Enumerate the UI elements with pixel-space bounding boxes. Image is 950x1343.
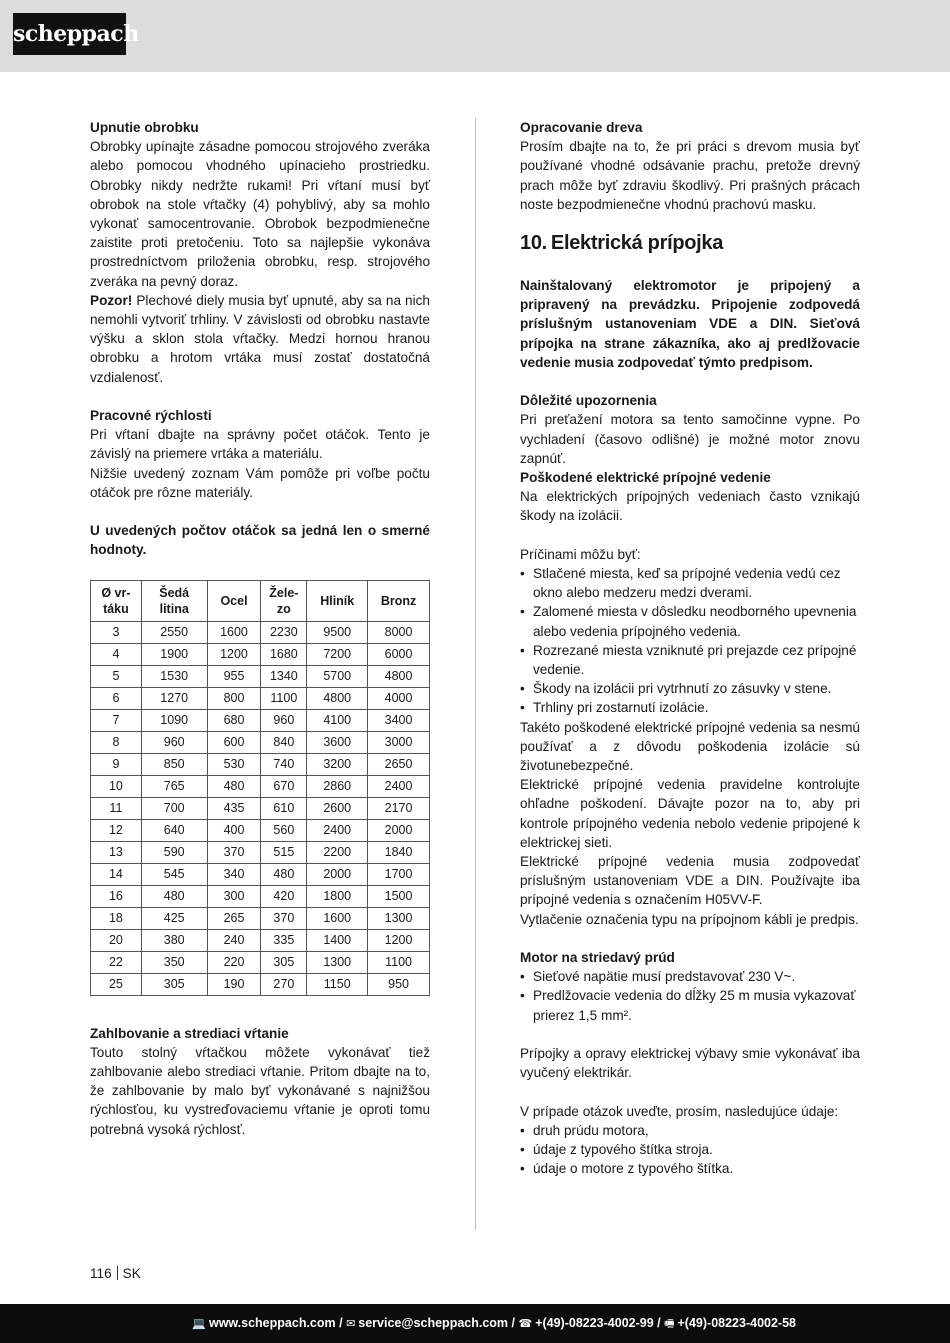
- table-cell: 305: [141, 973, 207, 995]
- table-cell: 2230: [261, 621, 307, 643]
- table-cell: 3600: [307, 731, 368, 753]
- page-language: SK: [122, 1266, 141, 1281]
- table-cell: 960: [261, 709, 307, 731]
- table-cell: 1300: [368, 907, 430, 929]
- list-item: • druh prúdu motora,: [520, 1121, 860, 1140]
- footer-web-link[interactable]: www.scheppach.com /: [208, 1316, 343, 1330]
- table-cell: 1700: [368, 863, 430, 885]
- table-cell: 300: [207, 885, 261, 907]
- electrical-intro: Nainštalovaný elektromotor je pripojený a pripravený na prevádzku. Pripojenie zodpovedá príslušným ustanoveniam VDE a DIN. Sieťová prípojka na strane zákazníka, ako aj predlžovacie vedenie musia zodpovedať týmto predpisom.: [520, 278, 860, 370]
- table-cell: 670: [261, 775, 307, 797]
- table-cell: 335: [261, 929, 307, 951]
- table-cell: 12: [91, 819, 142, 841]
- table-cell: 840: [261, 731, 307, 753]
- table-cell: 9: [91, 753, 142, 775]
- heading-countersinking: Zahlbovanie a strediaci vŕtanie: [90, 1025, 289, 1041]
- table-cell: 420: [261, 885, 307, 907]
- table-cell: 305: [261, 951, 307, 973]
- table-cell: 11: [91, 797, 142, 819]
- heading-workpiece-clamping: Upnutie obrobku: [90, 120, 199, 135]
- table-cell: 2200: [307, 841, 368, 863]
- table-cell: 2650: [368, 753, 430, 775]
- table-cell: 1530: [141, 665, 207, 687]
- table-header-cell: Bronz: [368, 580, 430, 621]
- table-cell: 2600: [307, 797, 368, 819]
- footer-fax: +(49)-08223-4002-58: [677, 1316, 796, 1330]
- list-item: • Sieťové napätie musí predstavovať 230 V~.: [520, 967, 860, 986]
- warning-label: Pozor!: [90, 292, 133, 308]
- clamping-warning: [90, 291, 430, 387]
- table-cell: 265: [207, 907, 261, 929]
- cable-inspection-text: Elektrické prípojné vedenia pravidelne kontrolujte ohľadne poškodení. Dávajte pozor na to, aby pri kontrole prípojného vedenia nebolo vedenie pripojené k elektrickej sieti.: [520, 777, 860, 850]
- speed-table: [90, 580, 430, 996]
- table-row: [91, 753, 430, 775]
- page-footer: [0, 1304, 950, 1343]
- table-row: [91, 841, 430, 863]
- table-cell: 5700: [307, 665, 368, 687]
- table-cell: 480: [207, 775, 261, 797]
- warning-text: Plechové diely musia byť upnuté, aby sa na nich nemohli vytvoriť trhliny. V závislosti od obrobku nastavte výšku a sklon stola vŕtačky. Medzi hornou hranou obrobku a hrotom vrtáka musí zostať dostatočná vzdialenosť.: [90, 292, 430, 385]
- table-cell: 1680: [261, 643, 307, 665]
- page-number-value: 116: [90, 1266, 112, 1281]
- table-cell: 270: [261, 973, 307, 995]
- clamping-text: Obrobky upínajte zásadne pomocou strojového zveráka alebo pomocou vhodného upínacieho prostriedku. Obrobky nikdy nedržte rukami! Pri vŕtaní musí byť obrobok na stole vŕtačky (4) pohyblivý, aby sa mohlo vykonať samocentrovanie. Obrobok bezpodmienečne zaistite proti pretočeniu. Toto sa najlepšie vykonáva prostredníctvom priloženia obrobku, resp. strojového zveráka na pevný doraz.: [90, 139, 430, 289]
- table-cell: 2550: [141, 621, 207, 643]
- electrician-text: Prípojky a opravy elektrickej výbavy smie vykonávať iba vyučený elektrikár.: [520, 1046, 860, 1081]
- table-cell: 370: [207, 841, 261, 863]
- table-cell: 1600: [307, 907, 368, 929]
- table-cell: 1200: [368, 929, 430, 951]
- footer-email-link[interactable]: service@scheppach.com /: [358, 1316, 515, 1330]
- table-cell: 1840: [368, 841, 430, 863]
- table-cell: 8000: [368, 621, 430, 643]
- table-header-cell: Žele- zo: [261, 580, 307, 621]
- table-row: [91, 643, 430, 665]
- damaged-cable-text: Na elektrických prípojných vedeniach často vznikajú škody na izolácii.: [520, 489, 860, 524]
- important-notes-text: Pri preťažení motora sa tento samočinne vypne. Po vychladení (časovo odlišné) je možné motor znovu zapnúť.: [520, 412, 860, 466]
- section-title-text: Elektrická prípojka: [550, 232, 724, 255]
- table-row: [91, 709, 430, 731]
- page-header: [0, 0, 950, 72]
- table-cell: 545: [141, 863, 207, 885]
- heading-important-notes: Dôležité upozornenia: [520, 393, 657, 409]
- list-item: • Rozrezané miesta vzniknuté pri prejazde cez prípojné vedenie.: [520, 641, 860, 679]
- table-row: [91, 665, 430, 687]
- list-item: • Trhliny pri zostarnutí izolácie.: [520, 698, 860, 717]
- causes-intro: Príčinami môžu byť:: [520, 546, 641, 562]
- list-item: • Škody na izolácii pri vytrhnutí zo zásuvky v stene.: [520, 679, 860, 698]
- table-cell: 2400: [368, 775, 430, 797]
- fax-icon: 🖷: [664, 1318, 675, 1330]
- heading-wood-processing: Opracovanie dreva: [520, 120, 643, 135]
- table-cell: 190: [207, 973, 261, 995]
- table-cell: 765: [141, 775, 207, 797]
- table-cell: 1400: [307, 929, 368, 951]
- table-header-cell: Ø vr- táku: [91, 580, 142, 621]
- table-row: [91, 687, 430, 709]
- table-cell: 2860: [307, 775, 368, 797]
- table-cell: 480: [141, 885, 207, 907]
- table-cell: 480: [261, 863, 307, 885]
- heading-ac-motor: Motor na striedavý prúd: [520, 950, 675, 966]
- table-cell: 18: [91, 907, 142, 929]
- list-item: • údaje o motore z typového štítka.: [520, 1159, 860, 1178]
- table-cell: 2170: [368, 797, 430, 819]
- column-divider: [475, 118, 476, 1230]
- table-cell: 640: [141, 819, 207, 841]
- table-cell: 3000: [368, 731, 430, 753]
- list-item: • Predlžovacie vedenia do dĺžky 25 m musia vykazovať prierez 1,5 mm².: [520, 986, 860, 1024]
- cable-standards-text: Elektrické prípojné vedenia musia zodpovedať príslušným ustanoveniam VDE a DIN. Používajte iba prípojné vedenia s označením H05VV-F.: [520, 854, 860, 908]
- table-cell: 7: [91, 709, 142, 731]
- table-cell: 4800: [307, 687, 368, 709]
- table-cell: 14: [91, 863, 142, 885]
- table-cell: 240: [207, 929, 261, 951]
- table-cell: 4100: [307, 709, 368, 731]
- table-cell: 955: [207, 665, 261, 687]
- table-cell: 960: [141, 731, 207, 753]
- left-column: [90, 118, 430, 1139]
- heading-working-speeds: Pracovné rýchlosti: [90, 408, 212, 424]
- table-row: [91, 885, 430, 907]
- table-row: [91, 775, 430, 797]
- table-cell: 5: [91, 665, 142, 687]
- table-cell: 8: [91, 731, 142, 753]
- section-number: 10.: [520, 232, 547, 255]
- footer-phone: +(49)-08223-4002-99 /: [535, 1316, 661, 1330]
- table-cell: 590: [141, 841, 207, 863]
- table-cell: 2400: [307, 819, 368, 841]
- list-item: • Zalomené miesta v dôsledku neodborného upevnenia alebo vedenia prípojného vedenia.: [520, 602, 860, 640]
- list-item: • Stlačené miesta, keď sa prípojné vedenia vedú cez okno alebo medzeru medzi dverami.: [520, 564, 860, 602]
- table-row: [91, 863, 430, 885]
- table-cell: 560: [261, 819, 307, 841]
- questions-list: [520, 1121, 860, 1179]
- table-cell: 4800: [368, 665, 430, 687]
- table-header-cell: Ocel: [207, 580, 261, 621]
- speeds-note: U uvedených počtov otáčok sa jedná len o smerné hodnoty.: [90, 523, 430, 558]
- countersinking-text: Touto stolný vŕtačkou môžete vykonávať tiež zahlbovanie alebo strediaci vŕtanie. Pritom dbajte na to, že zahlbovanie by malo byť vykonávané s najnižšou rýchlosťou, ku vystreďovaciemu vŕtanie je oproti tomu potrebná vysoká rýchlosť.: [90, 1044, 430, 1137]
- table-cell: 3400: [368, 709, 430, 731]
- table-header-row: [91, 580, 430, 621]
- damaged-cable-warning: Takéto poškodené elektrické prípojné vedenia sa nesmú používať a z dôvodu poškodenia izolácie sú životunebezpečné.: [520, 719, 860, 774]
- table-cell: 16: [91, 885, 142, 907]
- table-row: [91, 797, 430, 819]
- table-cell: 380: [141, 929, 207, 951]
- table-cell: 6: [91, 687, 142, 709]
- table-cell: 400: [207, 819, 261, 841]
- table-cell: 680: [207, 709, 261, 731]
- table-cell: 4000: [368, 687, 430, 709]
- table-row: [91, 731, 430, 753]
- table-cell: 610: [261, 797, 307, 819]
- section-title: [520, 230, 860, 256]
- table-cell: 1340: [261, 665, 307, 687]
- heading-damaged-cable: Poškodené elektrické prípojné vedenie: [520, 470, 771, 486]
- table-cell: 1100: [368, 951, 430, 973]
- table-cell: 370: [261, 907, 307, 929]
- table-cell: 1900: [141, 643, 207, 665]
- table-cell: 1200: [207, 643, 261, 665]
- table-cell: 515: [261, 841, 307, 863]
- table-cell: 25: [91, 973, 142, 995]
- table-cell: 950: [368, 973, 430, 995]
- table-cell: 13: [91, 841, 142, 863]
- table-cell: 1800: [307, 885, 368, 907]
- table-row: [91, 951, 430, 973]
- right-column: [520, 118, 860, 1178]
- table-cell: 1500: [368, 885, 430, 907]
- table-cell: 530: [207, 753, 261, 775]
- table-cell: 2000: [368, 819, 430, 841]
- table-cell: 7200: [307, 643, 368, 665]
- table-cell: 20: [91, 929, 142, 951]
- table-row: [91, 819, 430, 841]
- table-row: [91, 907, 430, 929]
- email-icon: ✉: [346, 1318, 356, 1330]
- computer-icon: 💻: [192, 1318, 206, 1330]
- table-cell: 800: [207, 687, 261, 709]
- table-header-cell: Šedá litina: [141, 580, 207, 621]
- table-header-cell: Hliník: [307, 580, 368, 621]
- table-cell: 10: [91, 775, 142, 797]
- table-row: [91, 929, 430, 951]
- list-item: • údaje z typového štítka stroja.: [520, 1140, 860, 1159]
- cable-marking-text: Vytlačenie označenia typu na prípojnom kábli je predpis.: [520, 911, 859, 927]
- phone-icon: ☎: [518, 1318, 533, 1330]
- table-cell: 350: [141, 951, 207, 973]
- table-cell: 850: [141, 753, 207, 775]
- table-cell: 600: [207, 731, 261, 753]
- table-cell: 22: [91, 951, 142, 973]
- table-cell: 3: [91, 621, 142, 643]
- table-cell: 4: [91, 643, 142, 665]
- table-cell: 740: [261, 753, 307, 775]
- speeds-text-2: Nižšie uvedený zoznam Vám pomôže pri voľbe počtu otáčok pre rôzne materiály.: [90, 465, 430, 500]
- table-cell: 1090: [141, 709, 207, 731]
- table-cell: 9500: [307, 621, 368, 643]
- table-cell: 1150: [307, 973, 368, 995]
- table-cell: 3200: [307, 753, 368, 775]
- speeds-text-1: Pri vŕtaní dbajte na správny počet otáčok. Tento je závislý na priemere vrtáka a materiálu.: [90, 427, 430, 462]
- table-cell: 340: [207, 863, 261, 885]
- table-cell: 220: [207, 951, 261, 973]
- table-cell: 1300: [307, 951, 368, 973]
- table-cell: 435: [207, 797, 261, 819]
- table-cell: 1270: [141, 687, 207, 709]
- scheppach-logo: scheppach: [13, 13, 126, 55]
- table-cell: 700: [141, 797, 207, 819]
- causes-list: [520, 564, 860, 718]
- table-cell: 1100: [261, 687, 307, 709]
- questions-intro: V prípade otázok uveďte, prosím, nasledujúce údaje:: [520, 1103, 839, 1119]
- wood-processing-text: Prosím dbajte na to, že pri práci s drevom musia byť používané vhodné odsávanie prachu, pretože drevný prach môže byť zdraviu škodlivý. Pri prašných prácach noste bezpodmienečne vhodnú prachovú masku.: [520, 139, 860, 212]
- table-cell: 425: [141, 907, 207, 929]
- motor-list: [520, 967, 860, 1025]
- table-cell: 1600: [207, 621, 261, 643]
- page-number: [90, 1266, 141, 1282]
- table-row: [91, 621, 430, 643]
- table-cell: 6000: [368, 643, 430, 665]
- table-cell: 2000: [307, 863, 368, 885]
- table-row: [91, 973, 430, 995]
